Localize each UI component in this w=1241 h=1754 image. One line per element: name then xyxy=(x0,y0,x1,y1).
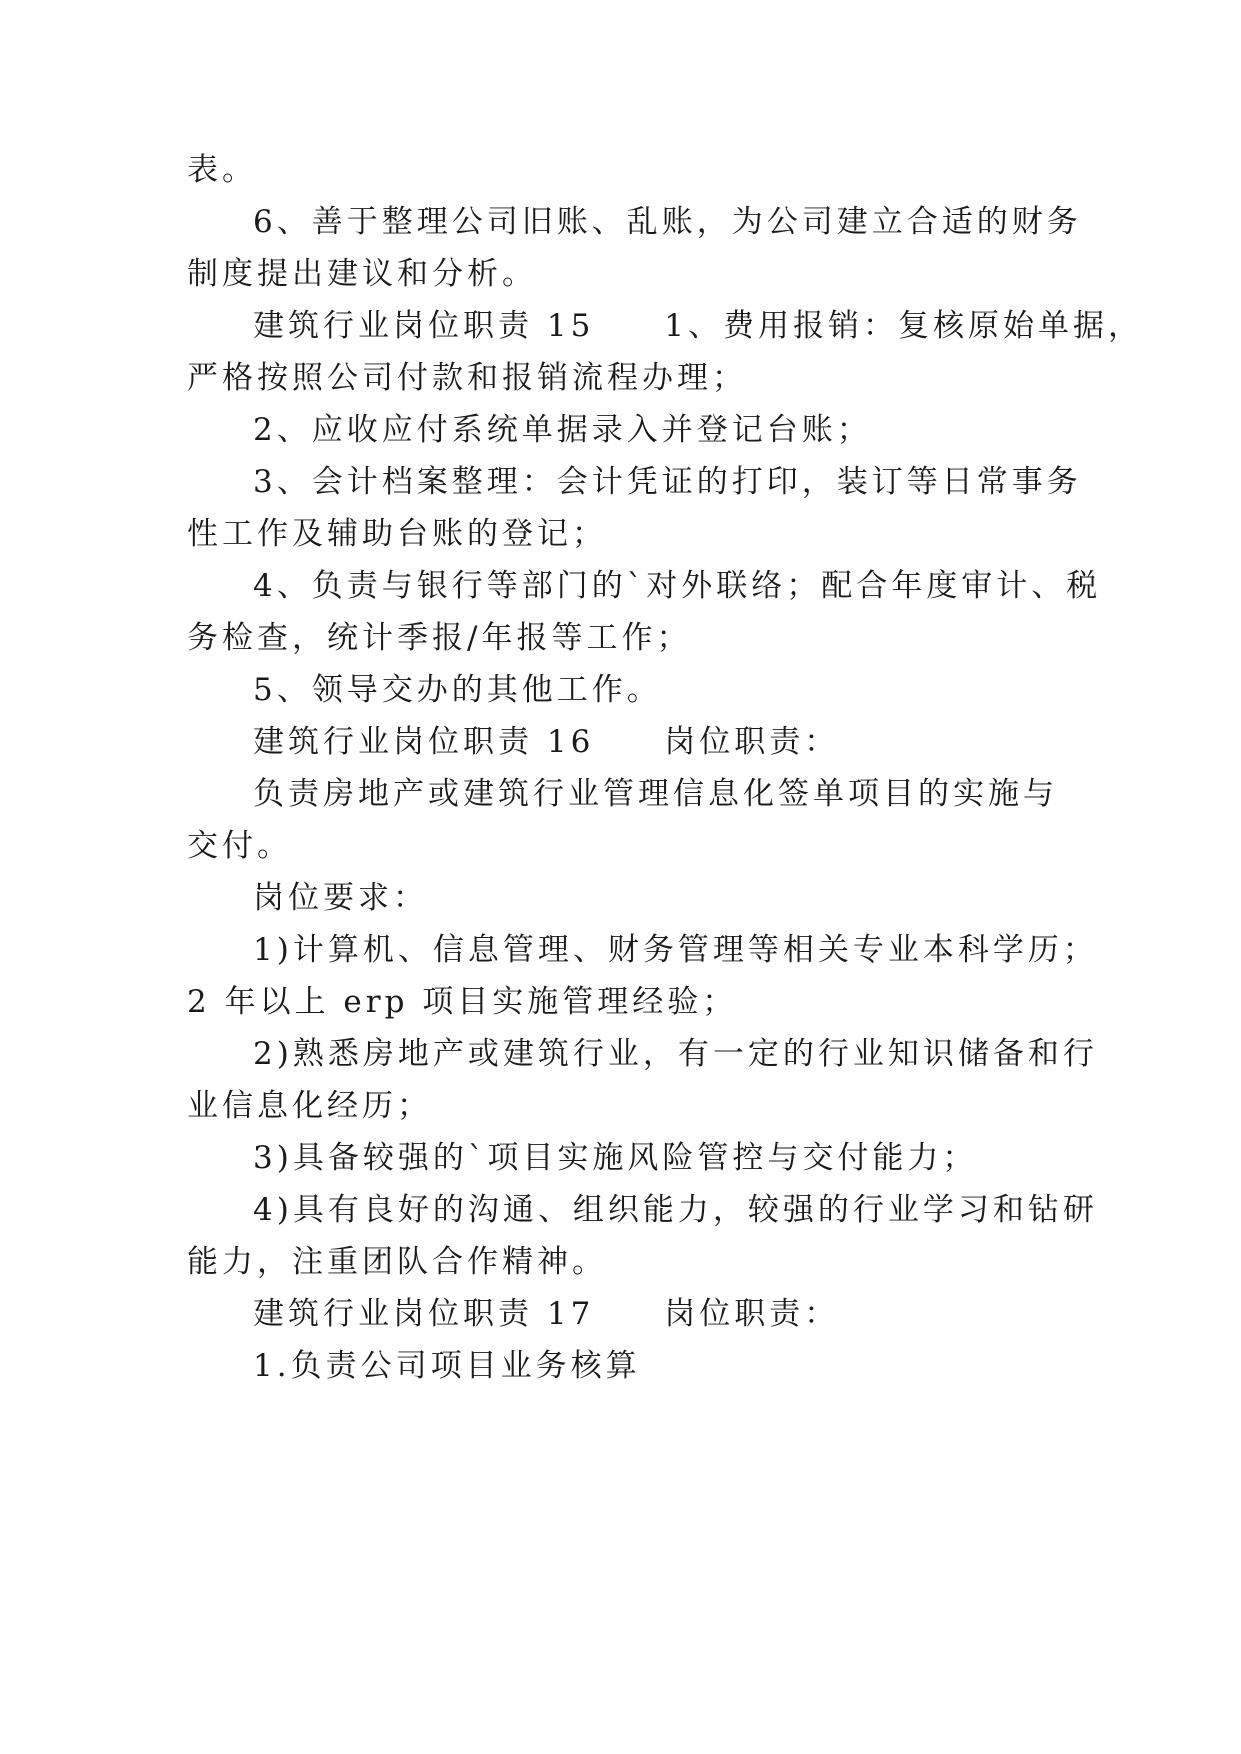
text-line: 2 年以上 erp 项目实施管理经验； xyxy=(187,984,738,1020)
text-line: 2、应收应付系统单据录入并登记台账； xyxy=(253,412,872,448)
text-line: 务检查，统计季报/年报等工作； xyxy=(187,620,692,656)
text-line: 性工作及辅助台账的登记； xyxy=(187,516,607,552)
section-heading-17: 建筑行业岗位职责 17 岗位职责： xyxy=(253,1296,840,1332)
text-line: 严格按照公司付款和报销流程办理； xyxy=(187,360,747,396)
text-line: 1.负责公司项目业务核算 xyxy=(253,1348,641,1384)
text-line: 表。 xyxy=(187,152,257,188)
section-heading-16: 建筑行业岗位职责 16 岗位职责： xyxy=(253,724,840,760)
text-line: 5、领导交办的其他工作。 xyxy=(253,672,662,708)
text-line: 业信息化经历； xyxy=(187,1088,432,1124)
text-line: 6、善于整理公司旧账、乱账，为公司建立合适的财务 xyxy=(253,204,1082,240)
text-line: 3、会计档案整理：会计凭证的打印，装订等日常事务 xyxy=(253,464,1082,500)
text-line: 3)具备较强的`项目实施风险管控与交付能力； xyxy=(253,1140,978,1176)
text-line: 1)计算机、信息管理、财务管理等相关专业本科学历； xyxy=(253,932,1098,968)
text-line: 2)熟悉房地产或建筑行业，有一定的行业知识储备和行 xyxy=(253,1036,1098,1072)
text-line: 岗位要求： xyxy=(253,880,428,916)
text-line: 交付。 xyxy=(187,828,292,864)
text-line: 4、负责与银行等部门的`对外联络；配合年度审计、税 xyxy=(253,568,1102,604)
text-line: 4)具有良好的沟通、组织能力，较强的行业学习和钻研 xyxy=(253,1192,1098,1228)
section-heading-15: 建筑行业岗位职责 15 1、费用报销：复核原始单据， xyxy=(253,308,1144,344)
text-line: 负责房地产或建筑行业管理信息化签单项目的实施与 xyxy=(253,776,1058,812)
text-line: 能力，注重团队合作精神。 xyxy=(187,1244,607,1280)
text-line: 制度提出建议和分析。 xyxy=(187,256,537,292)
